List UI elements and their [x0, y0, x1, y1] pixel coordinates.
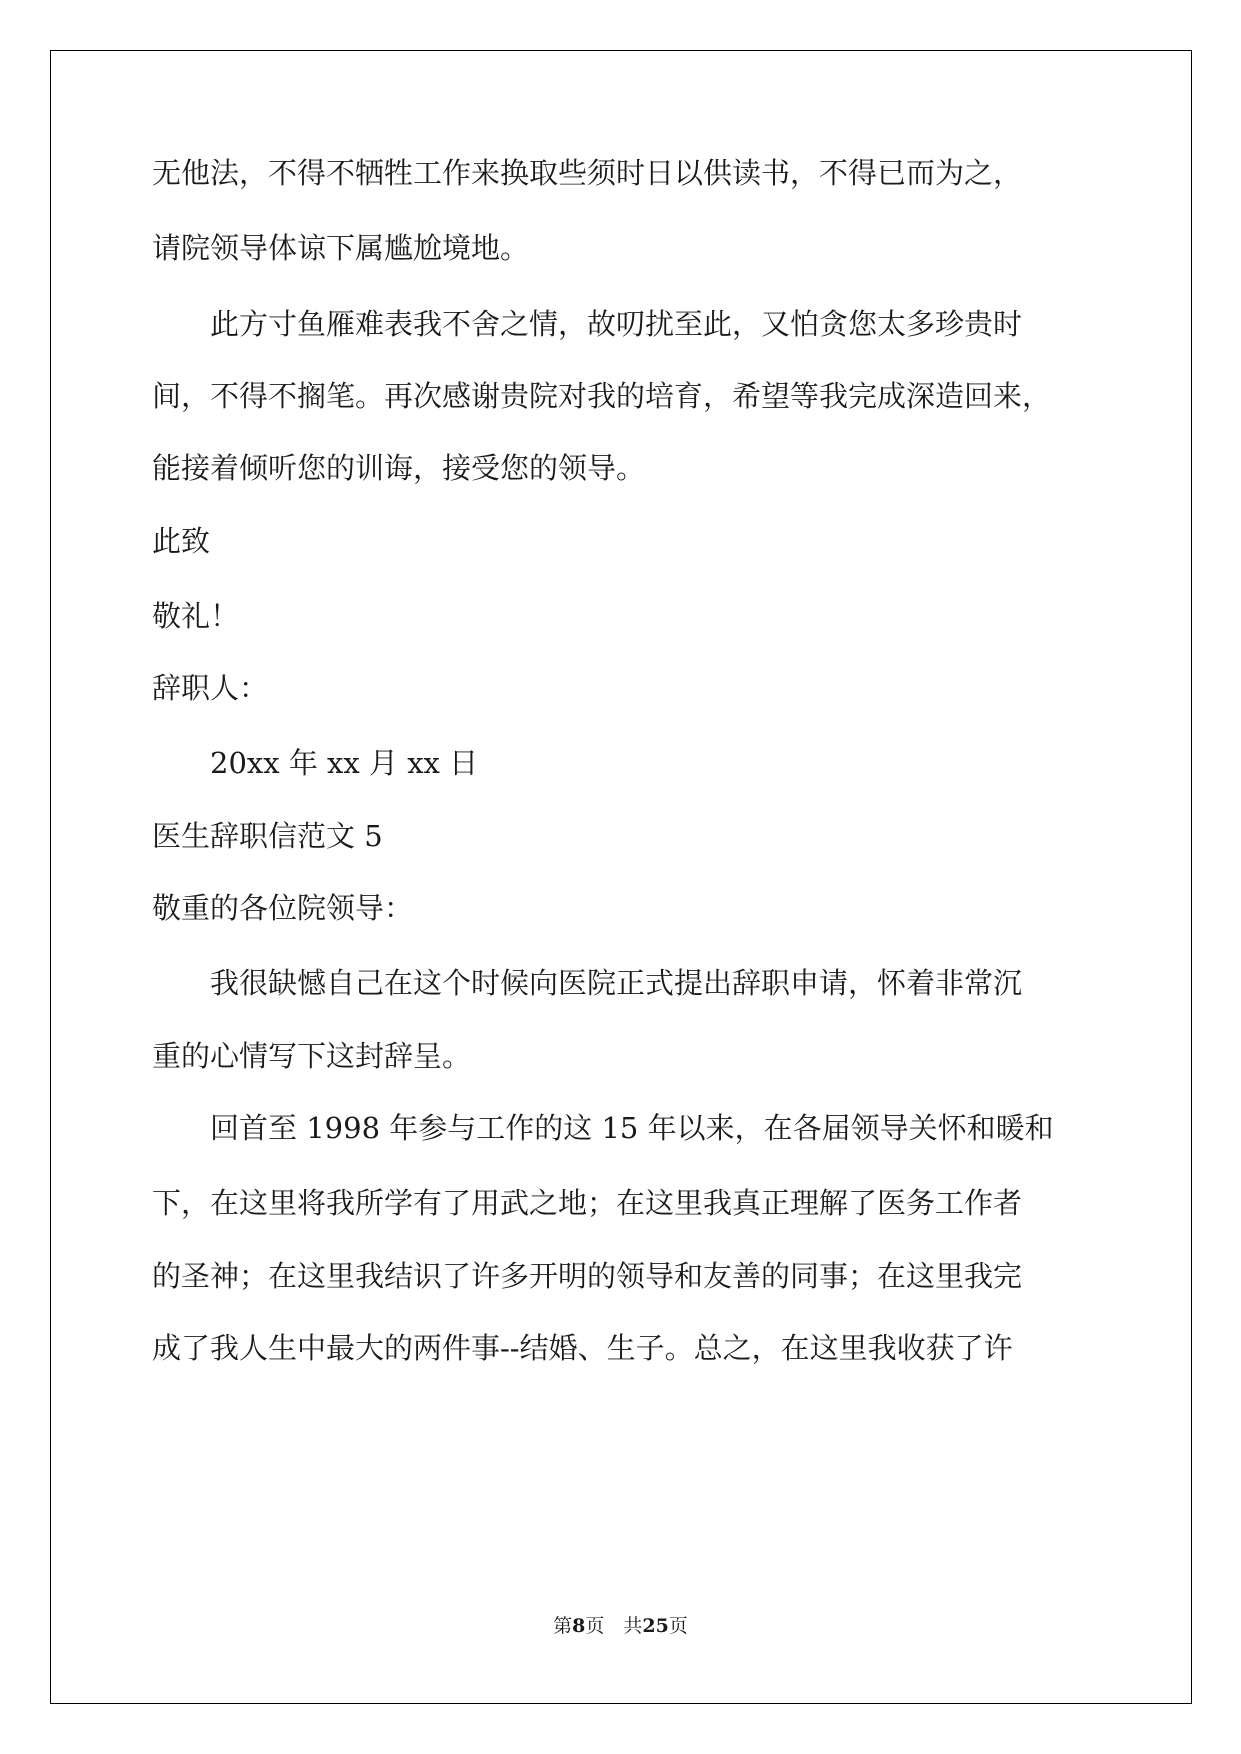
body-line: 成了我人生中最大的两件事--结婚、生子。总之，在这里我收获了许 [152, 1331, 1013, 1365]
body-line: 重的心情写下这封辞呈。 [152, 1039, 472, 1073]
signature-label: 辞职人： [152, 671, 269, 705]
footer-prefix: 第 [553, 1615, 573, 1637]
body-line: 此方寸鱼雁难表我不舍之情，故叨扰至此，又怕贪您太多珍贵时 [152, 307, 1023, 341]
body-line: 无他法，不得不牺牲工作来换取些须时日以供读书，不得已而为之， [152, 156, 1023, 190]
body-line: 请院领导体谅下属尴尬境地。 [152, 231, 530, 265]
page-footer [0, 1614, 1241, 1638]
footer-suffix: 页 [668, 1615, 688, 1637]
body-line: 下，在这里将我所学有了用武之地；在这里我真正理解了医务工作者 [152, 1186, 1023, 1220]
letter-greeting: 敬重的各位院领导： [152, 891, 414, 925]
page-border [50, 50, 1192, 1704]
closing-regards: 敬礼！ [152, 599, 240, 633]
closing-salutation: 此致 [152, 524, 211, 558]
date-line: 20xx 年 xx 月 xx 日 [152, 746, 479, 780]
total-page-count: 25 [642, 1615, 669, 1637]
body-line: 的圣神；在这里我结识了许多开明的领导和友善的同事；在这里我完 [152, 1259, 1023, 1293]
current-page-number: 8 [572, 1615, 586, 1637]
section-title: 医生辞职信范文 5 [152, 819, 383, 853]
body-line: 回首至 1998 年参与工作的这 15 年以来，在各届领导关怀和暖和 [152, 1111, 1054, 1145]
body-line: 我很缺憾自己在这个时候向医院正式提出辞职申请，怀着非常沉 [152, 966, 1023, 1000]
body-line: 能接着倾听您的训诲，接受您的领导。 [152, 451, 646, 485]
body-line: 间，不得不搁笔。再次感谢贵院对我的培育，希望等我完成深造回来， [152, 379, 1052, 413]
footer-middle: 页 共 [585, 1615, 643, 1637]
